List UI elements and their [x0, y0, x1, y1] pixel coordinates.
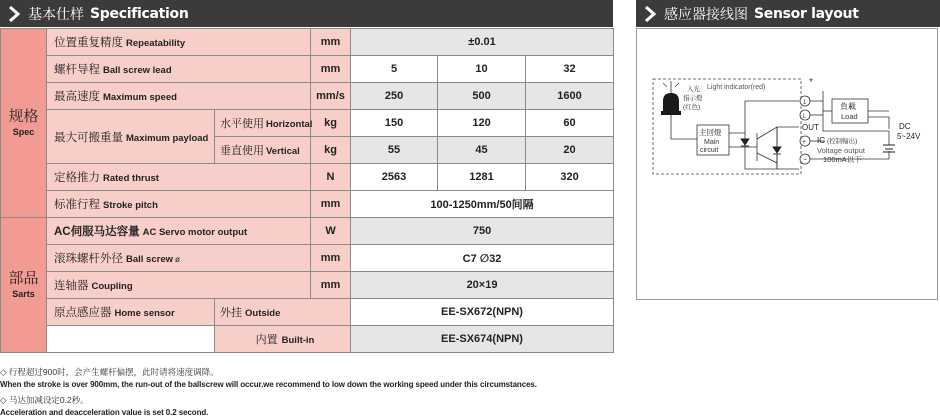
- chevron-right-icon: [0, 0, 28, 27]
- blank-cell: [47, 326, 215, 353]
- main-circuit-en1: Main: [704, 139, 719, 146]
- value-cell: 150: [351, 110, 438, 137]
- table-row: [1, 218, 614, 245]
- value-cell: 32: [526, 56, 614, 83]
- category-parts: [1, 218, 47, 353]
- unit-cell: mm: [311, 56, 351, 83]
- value-cell: 100-1250mm/50间隔: [351, 191, 614, 218]
- label-en: Maximum payload: [126, 133, 208, 144]
- light-indicator-label: Light indicator(red): [707, 84, 765, 91]
- dc-label: DC: [899, 122, 911, 131]
- value-cell: EE-SX672(NPN): [351, 299, 614, 326]
- main-circuit-zh: 主回燈: [699, 127, 722, 137]
- ic-label: IC: [817, 136, 825, 145]
- unit-cell: mm: [311, 245, 351, 272]
- row-label-screw: [47, 245, 311, 272]
- label-zh: 定格推力: [54, 172, 100, 184]
- sensor-diagram-panel: [636, 28, 938, 300]
- battery-icon: [883, 145, 895, 152]
- unit-cell: mm: [311, 191, 351, 218]
- spec-title-zh: 基本仕样: [28, 4, 84, 24]
- indicator-label: 指示燈: [683, 93, 703, 102]
- value-cell: 20: [526, 137, 614, 164]
- table-row: [1, 272, 614, 299]
- label-en: Maximum speed: [103, 92, 177, 103]
- table-row: [1, 245, 614, 272]
- category-spec-en: Spec: [1, 127, 46, 137]
- dc-range: 5~24V: [897, 132, 921, 141]
- label-zh: 最高速度: [54, 91, 100, 103]
- row-label-home: [47, 299, 215, 326]
- terminal-1: 1: [803, 100, 807, 106]
- value-cell: C7 ∅32: [351, 245, 614, 272]
- value-cell: 60: [526, 110, 614, 137]
- control-output-label: (控制輸出): [827, 136, 857, 145]
- label-zh: 螺杆导程: [54, 64, 100, 76]
- label-zh: 位置重复精度: [54, 37, 123, 49]
- label-en: Vertical: [266, 146, 300, 157]
- sensor-header: [636, 0, 940, 27]
- asterisk-label: *: [809, 77, 813, 88]
- row-label-speed: [47, 83, 311, 110]
- category-parts-zh: 部品: [1, 271, 46, 287]
- table-row: [1, 29, 614, 56]
- unit-cell: N: [311, 164, 351, 191]
- value-cell: 55: [351, 137, 438, 164]
- sensor-title-zh: 感应器接线图: [664, 4, 748, 24]
- spec-header: [0, 0, 613, 27]
- value-cell: 250: [351, 83, 438, 110]
- row-label-repeatability: [47, 29, 311, 56]
- voltage-output-label: Voltage output: [817, 146, 866, 155]
- label-zh: 连轴器: [54, 280, 89, 292]
- category-spec-zh: 规格: [1, 109, 46, 125]
- spec-title-en: Specification: [90, 6, 189, 22]
- label-zh: 标准行程: [54, 199, 100, 211]
- value-cell: 750: [351, 218, 614, 245]
- label-en: Horizontal: [266, 119, 312, 130]
- table-row: [1, 110, 614, 137]
- unit-cell: W: [311, 218, 351, 245]
- note-zh: ◇ 行程超过900时，会产生螺杆偏摆，此时请将速度调降。: [0, 366, 613, 379]
- row-label-thrust: [47, 164, 311, 191]
- row-label-motor: [47, 218, 311, 245]
- sub-label-builtin: [215, 326, 351, 353]
- value-cell: 20×19: [351, 272, 614, 299]
- value-cell: 2563: [351, 164, 438, 191]
- label-en: AC Servo motor output: [143, 227, 248, 238]
- label-en: Built-in: [282, 335, 315, 346]
- current-label: 100mA以下: [823, 155, 862, 164]
- diameter-symbol: ø: [175, 255, 180, 264]
- table-row: [1, 83, 614, 110]
- value-cell: 320: [526, 164, 614, 191]
- unit-cell: mm/s: [311, 83, 351, 110]
- table-row: [1, 326, 614, 353]
- label-zh: AC伺服马达容量: [54, 226, 140, 238]
- red-label: (红色): [683, 102, 700, 111]
- unit-cell: mm: [311, 29, 351, 56]
- value-cell: ±0.01: [351, 29, 614, 56]
- label-zh: 水平使用: [220, 118, 264, 130]
- label-en: Coupling: [92, 281, 133, 292]
- table-row: [1, 164, 614, 191]
- table-row: [1, 191, 614, 218]
- sub-label-outside: [215, 299, 351, 326]
- load-en: Load: [841, 112, 858, 121]
- notes: [0, 366, 613, 419]
- label-zh: 垂直使用: [220, 145, 264, 157]
- row-label-lead: [47, 56, 311, 83]
- led-icon: [661, 81, 681, 115]
- label-en: Stroke pitch: [103, 200, 158, 211]
- note-en: Acceleration and deacceleration value is set 0.2 second.: [0, 407, 613, 419]
- value-cell: 10: [438, 56, 526, 83]
- unit-cell: kg: [311, 110, 351, 137]
- terminal-minus: −: [803, 157, 807, 164]
- sensor-title-en: Sensor layout: [754, 6, 859, 22]
- sensor-wiring-diagram: [637, 29, 937, 299]
- label-en: Home sensor: [115, 308, 175, 319]
- label-en: Outside: [245, 308, 280, 319]
- row-label-stroke: [47, 191, 311, 218]
- note-en: When the stroke is over 900mm, the run-out of the ballscrew will occur.we recommend to low down the working speed under this circumstances.: [0, 379, 613, 392]
- sub-label-vertical: [215, 137, 311, 164]
- category-parts-en: Sarts: [1, 289, 46, 299]
- value-cell: 5: [351, 56, 438, 83]
- out-label: OUT: [802, 123, 819, 132]
- unit-cell: mm: [311, 272, 351, 299]
- label-en: Ball screw: [126, 254, 173, 265]
- spec-table: [0, 28, 614, 353]
- diode-icon: [741, 127, 781, 169]
- table-row: [1, 299, 614, 326]
- label-zh: 滚珠螺杆外径: [54, 253, 123, 265]
- row-label-coupling: [47, 272, 311, 299]
- load-zh: 負載: [840, 101, 856, 111]
- value-cell: 120: [438, 110, 526, 137]
- label-zh: 内置: [256, 334, 278, 346]
- label-en: Repeatability: [126, 38, 185, 49]
- table-row: [1, 56, 614, 83]
- category-spec: [1, 29, 47, 218]
- value-cell: 500: [438, 83, 526, 110]
- terminal-plus: +: [802, 139, 806, 146]
- value-cell: 45: [438, 137, 526, 164]
- note-zh: ◇ 马达加减设定0.2秒。: [0, 394, 613, 407]
- label-en: Ball screw lead: [103, 65, 172, 76]
- value-cell: 1281: [438, 164, 526, 191]
- terminal-l: L: [803, 114, 807, 120]
- incident-light-label: 入光: [687, 84, 701, 93]
- internal-wiring: [671, 101, 799, 169]
- unit-cell: kg: [311, 137, 351, 164]
- label-zh: 外挂: [220, 307, 242, 319]
- label-en: Rated thrust: [103, 173, 159, 184]
- sub-label-horizontal: [215, 110, 311, 137]
- label-zh: 最大可搬重量: [54, 132, 123, 144]
- chevron-right-icon: [636, 0, 664, 27]
- label-zh: 原点感应器: [54, 307, 112, 319]
- row-label-payload: [47, 110, 215, 164]
- value-cell: EE-SX674(NPN): [351, 326, 614, 353]
- main-circuit-en2: circuit: [700, 147, 718, 154]
- value-cell: 1600: [526, 83, 614, 110]
